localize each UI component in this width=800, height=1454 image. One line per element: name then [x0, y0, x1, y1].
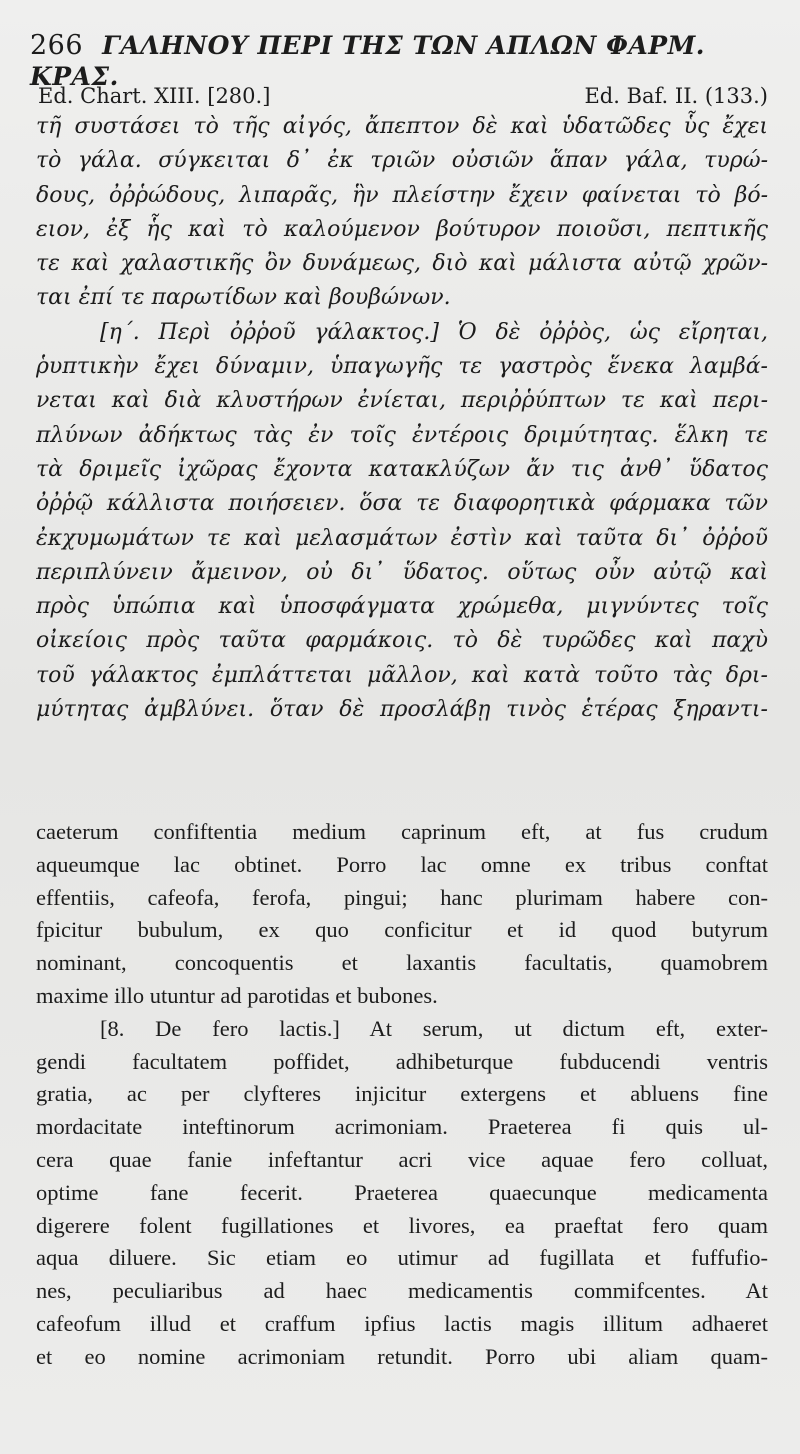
- greek-line: πρὸς ὑπώπια καὶ ὑποσφάγματα χρώμεθα, μιγνύντες τοῖς: [36, 594, 768, 620]
- running-head: [30, 30, 770, 92]
- greek-line: ειον, ἐξ ἧς καὶ τὸ καλούμενον βούτυρον ποιοῦσι, πεπτικῆς: [36, 216, 768, 242]
- latin-line: gratia, ac per clyfteres injicitur extergens et abluens fine: [36, 1081, 768, 1107]
- latin-line: aqua diluere. Sic etiam eo utimur ad fugillata et fuffufio-: [36, 1245, 768, 1271]
- latin-line: nes, peculiaribus ad haec medicamentis commifcentes. At: [36, 1278, 768, 1304]
- greek-line: ἐκχυμωμάτων τε καὶ μελασμάτων ἐστὶν καὶ ταῦτα δι᾽ ὀῤῥοῦ: [36, 525, 768, 551]
- page-number: 266: [30, 30, 84, 61]
- greek-line: τῆ συστάσει τὸ τῆς αἰγός, ἄπεπτον δὲ καὶ ὑδατῶδες ὗς ἔχει: [36, 114, 768, 139]
- edition-chartier-reference: Ed. Chart. XIII. [280.]: [38, 84, 271, 108]
- latin-line: optime fane fecerit. Praeterea quaecunque medicamenta: [36, 1179, 768, 1205]
- running-title: ΓΑΛΗΝΟΥ ΠΕΡΙ ΤΗΣ ΤΩΝ ΑΠΛΩΝ ΦΑΡΜ. ΚΡΑΣ.: [30, 31, 705, 91]
- latin-line: caeterum confiftentia medium caprinum eft, at fus crudum: [36, 819, 768, 844]
- greek-line: δους, ὀῤῥώδους, λιπαρᾶς, ἣν πλείστην ἔχειν φαίνεται τὸ βό-: [36, 182, 768, 208]
- edition-basel-reference: Ed. Baf. II. (133.): [584, 84, 768, 108]
- latin-line: aqueumque lac obtinet. Porro lac omne ex tribus conftat: [36, 851, 768, 877]
- latin-text-block: [36, 816, 768, 1374]
- greek-line: ται ἐπί τε παρωτίδων καὶ βουβώνων.: [36, 285, 451, 311]
- latin-line: cera quae fanie infeftantur acri vice aquae fero colluat,: [36, 1146, 768, 1172]
- latin-line: effentiis, cafeofa, ferofa, pingui; hanc plurimam habere con-: [36, 884, 768, 910]
- greek-line: ὀῤῥῷ κάλλιστα ποιήσειεν. ὅσα τε διαφορητικὰ φάρμακα τῶν: [36, 491, 768, 517]
- greek-line: τὰ δριμεῖς ἰχῶρας ἔχοντα κατακλύζων ἄν τις ἀνθ᾽ ὕδατος: [36, 456, 768, 482]
- greek-line: νεται καὶ διὰ κλυστήρων ἐνίεται, περιῤῥύπτων τε καὶ περι-: [36, 388, 768, 414]
- latin-line: mordacitate inteftinorum acrimoniam. Praeterea fi quis ul-: [36, 1114, 768, 1140]
- latin-line: gendi facultatem poffidet, adhibeturque fubducendi ventris: [36, 1048, 768, 1074]
- greek-text-block: [36, 110, 768, 727]
- latin-line: fpicitur bubulum, ex quo conficitur et id quod butyrum: [36, 917, 768, 943]
- latin-line: nominant, concoquentis et laxantis facultatis, quamobrem: [36, 950, 768, 976]
- greek-line: πλύνων ἀδήκτως τὰς ἐν τοῖς ἐντέροις δριμύτητας. ἕλκη τε: [36, 422, 768, 448]
- greek-line: τε καὶ χαλαστικῆς ὂν δυνάμεως, διὸ καὶ μάλιστα αὐτῷ χρῶν-: [36, 251, 768, 277]
- greek-line: περιπλύνειν ἄμεινον, οὐ δι᾽ ὕδατος. οὕτως οὖν αὐτῷ καὶ: [36, 559, 768, 585]
- latin-section-heading-line: [8. De fero lactis.] At serum, ut dictum eft, exter-: [100, 1015, 768, 1041]
- latin-line: et eo nomine acrimoniam retundit. Porro ubi aliam quam-: [36, 1343, 768, 1369]
- greek-line: τοῦ γάλακτος ἐμπλάττεται μᾶλλον, καὶ κατὰ τοῦτο τὰς δρι-: [36, 662, 768, 688]
- greek-line: ῥυπτικὴν ἔχει δύναμιν, ὑπαγωγῆς τε γαστρὸς ἕνεκα λαμβά-: [36, 354, 768, 380]
- greek-section-heading-line: [η΄. Περὶ ὀῤῥοῦ γάλακτος.] Ὁ δὲ ὀῤῥὸς, ὡς εἴρηται,: [100, 319, 768, 345]
- latin-line: digerere folent fugillationes et livores, ea praeftat fero quam: [36, 1212, 768, 1238]
- latin-line: cafeofum illud et craffum ipfius lactis magis illitum adhaeret: [36, 1310, 768, 1336]
- latin-line: maxime illo utuntur ad parotidas et bubones.: [36, 982, 438, 1008]
- greek-line: τὸ γάλα. σύγκειται δ᾽ ἐκ τριῶν οὐσιῶν ἅπαν γάλα, τυρώ-: [36, 148, 768, 174]
- greek-line: μύτητας ἀμβλύνει. ὅταν δὲ προσλάβῃ τινὸς ἑτέρας ξηραντι-: [36, 697, 768, 723]
- greek-line: οἰκείοις πρὸς ταῦτα φαρμάκοις. τὸ δὲ τυρῶδες καὶ παχὺ: [36, 628, 768, 654]
